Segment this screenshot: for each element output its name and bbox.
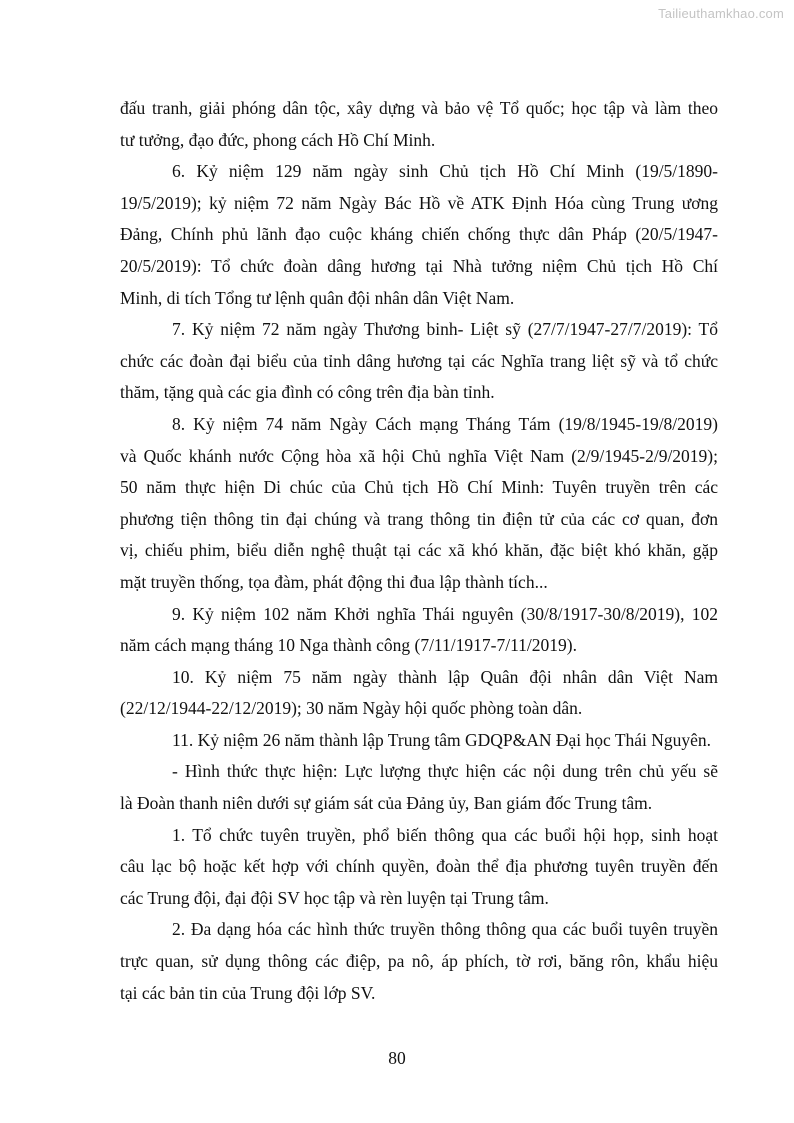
text-line: - Hình thức thực hiện: Lực lượng thực hiện các nội dung trên chủ yếu sẽ: [172, 761, 718, 782]
text-line: 19/5/2019); kỷ niệm 72 năm Ngày Bác Hồ về ATK Định Hóa cùng Trung ương: [120, 192, 718, 213]
watermark-text: Tailieuthamkhao.com: [658, 6, 784, 21]
text-line: các Trung đội, đại đội SV học tập và rèn luyện tại Trung tâm.: [120, 887, 549, 908]
text-line: trực quan, sử dụng thông các điệp, pa nô, áp phích, tờ rơi, băng rôn, khẩu hiệu: [120, 951, 718, 972]
text-line: Minh, di tích Tổng tư lệnh quân đội nhân dân Việt Nam.: [120, 287, 515, 308]
text-line: và Quốc khánh nước Cộng hòa xã hội Chủ nghĩa Việt Nam (2/9/1945-2/9/2019);: [120, 445, 718, 466]
text-line: 50 năm thực hiện Di chúc của Chủ tịch Hồ Chí Minh: Tuyên truyền trên các: [120, 477, 718, 498]
paragraph-method-1: [120, 820, 718, 915]
text-line: thăm, tặng quà các gia đình có công trên địa bàn tỉnh.: [120, 382, 495, 403]
text-line: câu lạc bộ hoặc kết hợp với chính quyền, đoàn thể địa phương tuyên truyền đến: [120, 856, 718, 877]
paragraph-item-6: [120, 156, 718, 314]
paragraph-item-11: [120, 725, 718, 757]
text-line: 1. Tổ chức tuyên truyền, phổ biến thông qua các buổi hội họp, sinh hoạt: [172, 824, 718, 845]
text-line: tư tưởng, đạo đức, phong cách Hồ Chí Minh.: [120, 129, 436, 150]
text-line: Đảng, Chính phủ lãnh đạo cuộc kháng chiến chống thực dân Pháp (20/5/1947-: [120, 224, 718, 245]
paragraph-item-7: [120, 314, 718, 409]
text-line: năm cách mạng tháng 10 Nga thành công (7/11/1917-7/11/2019).: [120, 635, 577, 656]
document-body: [120, 93, 718, 1009]
paragraph-item-9: [120, 599, 718, 662]
text-line: 11. Kỷ niệm 26 năm thành lập Trung tâm GDQP&AN Đại học Thái Nguyên.: [172, 729, 712, 750]
text-line: mặt truyền thống, tọa đàm, phát động thi đua lập thành tích...: [120, 571, 548, 592]
paragraph-method-2: [120, 914, 718, 1009]
text-line: 2. Đa dạng hóa các hình thức truyền thông thông qua các buổi tuyên truyền: [172, 919, 718, 940]
text-line: chức các đoàn đại biểu của tỉnh dâng hương tại các Nghĩa trang liệt sỹ và tổ chức: [120, 350, 718, 371]
text-line: (22/12/1944-22/12/2019); 30 năm Ngày hội quốc phòng toàn dân.: [120, 698, 583, 719]
paragraph-item-8: [120, 409, 718, 599]
text-line: đấu tranh, giải phóng dân tộc, xây dựng và bảo vệ Tổ quốc; học tập và làm theo: [120, 98, 718, 118]
text-line: 8. Kỷ niệm 74 năm Ngày Cách mạng Tháng Tám (19/8/1945-19/8/2019): [172, 413, 718, 434]
text-line: là Đoàn thanh niên dưới sự giám sát của Đảng ủy, Ban giám đốc Trung tâm.: [120, 793, 653, 814]
text-line: 9. Kỷ niệm 102 năm Khởi nghĩa Thái nguyên (30/8/1917-30/8/2019), 102: [172, 603, 718, 624]
text-line: 7. Kỷ niệm 72 năm ngày Thương binh- Liệt sỹ (27/7/1947-27/7/2019): Tổ: [172, 319, 718, 340]
paragraph-implementation-form: [120, 756, 718, 819]
text-line: tại các bản tin của Trung đội lớp SV.: [120, 982, 376, 1003]
paragraph-item-10: [120, 662, 718, 725]
text-line: vị, chiếu phim, biểu diễn nghệ thuật tại các xã khó khăn, đặc biệt khó khăn, gặp: [120, 540, 718, 561]
text-line: phương tiện thông tin đại chúng và trang thông tin điện tử của các cơ quan, đơn: [120, 508, 718, 529]
text-line: 6. Kỷ niệm 129 năm ngày sinh Chủ tịch Hồ Chí Minh (19/5/1890-: [172, 161, 718, 182]
page-number: 80: [388, 1048, 406, 1068]
paragraph-continuation: [120, 93, 718, 156]
text-line: 20/5/2019): Tổ chức đoàn dâng hương tại Nhà tưởng niệm Chủ tịch Hồ Chí: [120, 255, 718, 276]
text-line: 10. Kỷ niệm 75 năm ngày thành lập Quân đội nhân dân Việt Nam: [172, 666, 718, 687]
